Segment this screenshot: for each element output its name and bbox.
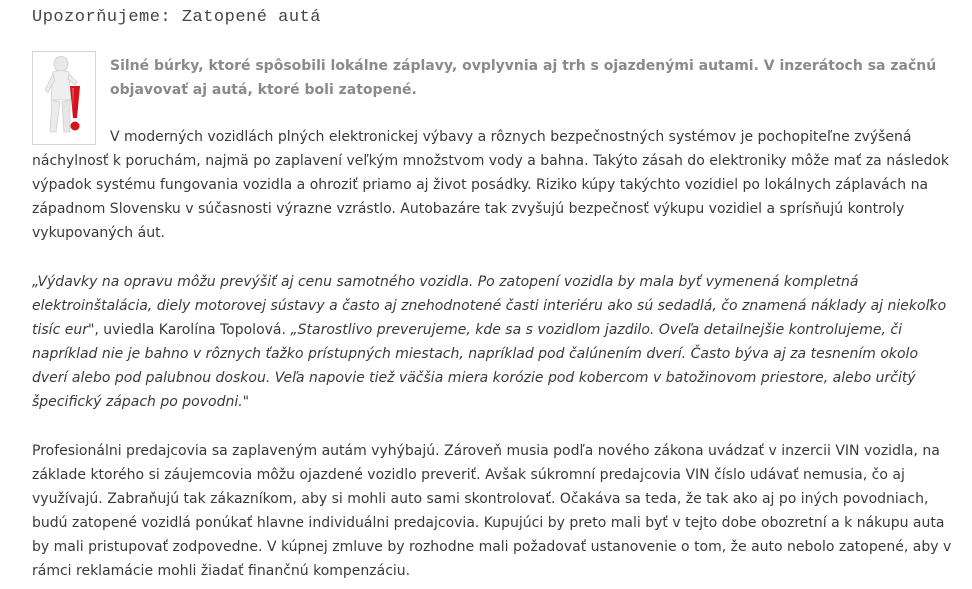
article-paragraph-1 — [32, 125, 957, 245]
article-paragraph-3: Profesionálni predajcovia sa zaplaveným autám vyhýbajú. Zároveň musia podľa nového zákona uvádzať v inzercii VIN vozidla, na základe ktorého si záujemcovia môžu ojazdené vozidlo preveriť. Avšak súkromní predajcovia VIN číslo udávať nemusia, čo aj využívajú. Zabraňujú tak zákazníkom, aby si mohli auto sami skontrolovať. Očakáva sa teda, že tak ako aj po iných povodniach, budú zatopené vozidlá ponúkať hlavne individuálni predajcovia. Kupujúci by preto mali byť v tejto dobe obozretní a k nákupu auta by mali pristupovať zodpovedne. V kúpnej zmluve by rozhodne mali požadovať ustanovenie o tom, že auto nebolo zatopené, aby v rámci reklamácie mohli žiadať finančnú kompenzáciu. — [32, 443, 952, 579]
quote-part-2: „Starostlivo preverujeme, kde sa s vozidlom jazdilo. Oveľa detailnejšie kontrolujeme, či napríklad nie je bahno v rôznych ťažko prístupných miestach, napríklad pod čalúnením dverí. Často býva aj za tesnením okolo dverí alebo pod palubnou doskou. Veľa napovie tiež väčšia miera korózie pod kobercom v batožinovom priestore, alebo určitý špecifický zápach po povodni." — [32, 322, 919, 410]
article-lead: Silné búrky, ktoré spôsobili lokálne záplavy, ovplyvnia aj trh s ojazdenými autami. V inzerátoch sa začnú objavovať aj autá, ktoré boli zatopené. — [110, 58, 937, 98]
article-title: Upozorňujeme: Zatopené autá — [32, 8, 321, 27]
article-quote-paragraph — [32, 270, 957, 414]
quote-part-1: „Výdavky na opravu môžu prevýšiť aj cenu samotného vozidla. Po zatopení vozidla by mala byť vymenená kompletná elektroinštalácia, diely motorovej sústavy a často aj znehodnotené časti interiéru ako sú sedadlá, čo znamená náklady aj niekoľko tisíc eur" — [32, 274, 947, 338]
quote-attribution: , uviedla Karolína Topolová. — [94, 322, 291, 338]
paragraph-1-text: V moderných vozidlách plných elektronickej výbavy a rôznych bezpečnostných systémov je pochopiteľne zvýšená náchylnosť k poruchám, najmä po zaplavení veľkým množstvom vody a bahna. Takýto zásah do elektroniky môže mať za následok výpadok systému fungovania vozidla a ohroziť priamo aj život posádky. Riziko kúpy takýchto vozidiel po lokálnych záplavách na západnom Slovensku v súčasnosti výrazne vzrástlo. Autobazáre tak zvyšujú bezpečnosť výkupu vozidiel a sprísňujú kontroly vykupovaných áut. — [32, 129, 949, 241]
